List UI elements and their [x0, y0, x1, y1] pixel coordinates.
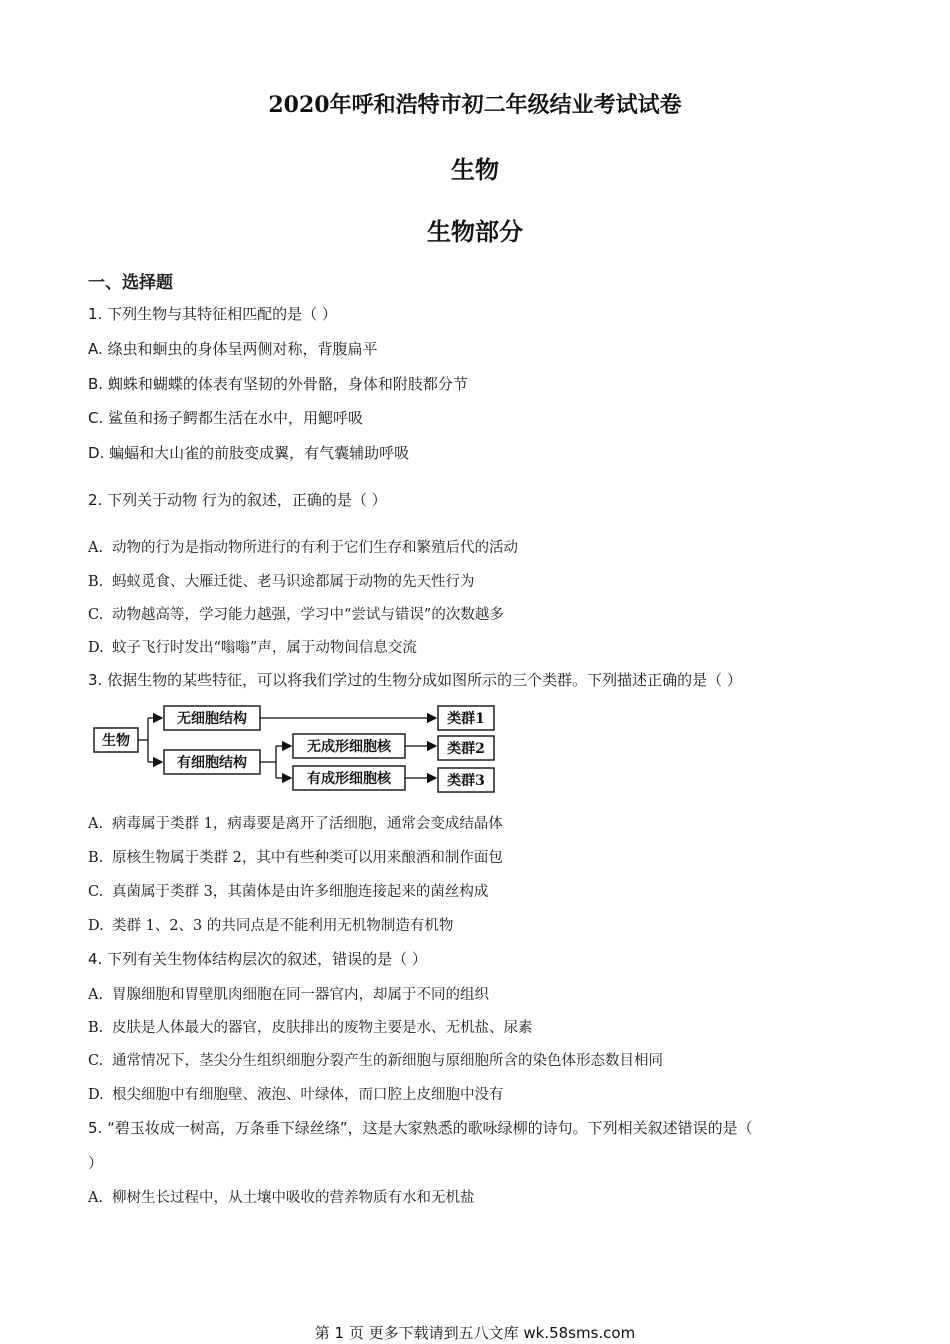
q3-option-b: [88, 846, 503, 867]
option-tag: D.: [88, 918, 104, 934]
subject-title: 生物: [451, 155, 499, 184]
option-tag: A.: [88, 1190, 104, 1206]
option-text: 蚂蚁觅食、大雁迁徙、老马识途都属于动物的先天性行为: [112, 574, 475, 590]
q5-stem: 5. “碧玉妆成一树高，万条垂下绿丝绦”，这是大家熟悉的歌咏绿柳的诗句。下列相关叙述错误的是（: [88, 1119, 753, 1137]
option-text: 动物越高等，学习能力越强，学习中“尝试与错误”的次数越多: [112, 607, 504, 623]
q4-stem: 4. 下列有关生物体结构层次的叙述，错误的是（ ）: [88, 950, 427, 968]
diagram-no-nucleus-label: 无成形细胞核: [307, 739, 391, 755]
option-text: 胃腺细胞和胃壁肌肉细胞在同一器官内，却属于不同的组织: [112, 987, 489, 1003]
option-tag: A.: [88, 987, 104, 1003]
diagram-group1-label: 类群1: [447, 711, 485, 727]
exam-title: 2020年呼和浩特市初二年级结业考试试卷: [268, 92, 682, 118]
classification-diagram: [90, 700, 510, 800]
q4-option-a: [88, 983, 489, 1004]
option-tag: D.: [88, 640, 104, 656]
q1-option-a: A. 绦虫和蛔虫的身体呈两侧对称，背腹扁平: [88, 340, 378, 358]
option-tag: B.: [88, 574, 104, 590]
q3-stem: 3. 依据生物的某些特征，可以将我们学过的生物分成如图所示的三个类群。下列描述正确的是（ ）: [88, 671, 742, 689]
option-tag: A.: [88, 816, 104, 832]
q3-option-d: [88, 914, 453, 935]
q2-option-a: [88, 536, 518, 557]
option-text: 皮肤是人体最大的器官，皮肤排出的废物主要是水、无机盐、尿素: [112, 1020, 533, 1036]
option-text: 柳树生长过程中，从土壤中吸收的营养物质有水和无机盐: [112, 1190, 475, 1206]
option-text: 根尖细胞中有细胞壁、液泡、叶绿体，而口腔上皮细胞中没有: [112, 1087, 504, 1103]
q1-stem: 1. 下列生物与其特征相匹配的是（ ）: [88, 305, 337, 323]
section-heading: 一、选择题: [88, 273, 173, 293]
option-text: 蚊子飞行时发出“嗡嗡”声，属于动物间信息交流: [112, 640, 417, 656]
option-tag: C.: [88, 1053, 104, 1069]
q3-option-a: [88, 812, 503, 833]
part-title: 生物部分: [427, 217, 523, 246]
option-tag: C.: [88, 607, 104, 623]
option-text: 动物的行为是指动物所进行的有利于它们生存和繁殖后代的活动: [112, 540, 518, 556]
q4-option-b: [88, 1016, 533, 1037]
q2-option-c: [88, 603, 504, 624]
option-tag: C.: [88, 884, 104, 900]
option-tag: A.: [88, 540, 104, 556]
q3-option-c: [88, 880, 488, 901]
diagram-has-cell-label: 有细胞结构: [177, 755, 247, 771]
q1-option-c: C. 鲨鱼和扬子鳄都生活在水中，用鳃呼吸: [88, 409, 364, 427]
q4-option-c: [88, 1049, 663, 1070]
diagram-root-label: 生物: [102, 733, 130, 749]
page-footer: 第 1 页 更多下载请到五八文库 wk.58sms.com: [314, 1324, 636, 1342]
option-text: 通常情况下，茎尖分生组织细胞分裂产生的新细胞与原细胞所含的染色体形态数目相同: [112, 1053, 663, 1069]
option-tag: B.: [88, 850, 104, 866]
q5-stem-continued: ）: [88, 1154, 104, 1172]
q1-option-d: D. 蝙蝠和大山雀的前肢变成翼，有气囊辅助呼吸: [88, 444, 410, 462]
q4-option-d: [88, 1083, 504, 1104]
diagram-group2-label: 类群2: [447, 741, 485, 757]
option-tag: D.: [88, 1087, 104, 1103]
option-text: 类群 1、2、3 的共同点是不能利用无机物制造有机物: [112, 918, 454, 934]
diagram-no-cell-label: 无细胞结构: [177, 711, 247, 727]
diagram-group3-label: 类群3: [447, 773, 485, 789]
option-text: 病毒属于类群 1，病毒要是离开了活细胞，通常会变成结晶体: [112, 816, 503, 832]
option-text: 原核生物属于类群 2，其中有些种类可以用来酿酒和制作面包: [112, 850, 503, 866]
diagram-has-nucleus-label: 有成形细胞核: [307, 771, 391, 787]
q2-stem: 2. 下列关于动物 行为的叙述，正确的是（ ）: [88, 491, 387, 509]
q1-option-b: B. 蜘蛛和蝴蝶的体表有坚韧的外骨骼，身体和附肢都分节: [88, 375, 468, 393]
option-text: 真菌属于类群 3，其菌体是由许多细胞连接起来的菌丝构成: [112, 884, 489, 900]
q2-option-b: [88, 570, 475, 591]
q5-option-a: [88, 1186, 475, 1207]
option-tag: B.: [88, 1020, 104, 1036]
q2-option-d: [88, 636, 417, 657]
